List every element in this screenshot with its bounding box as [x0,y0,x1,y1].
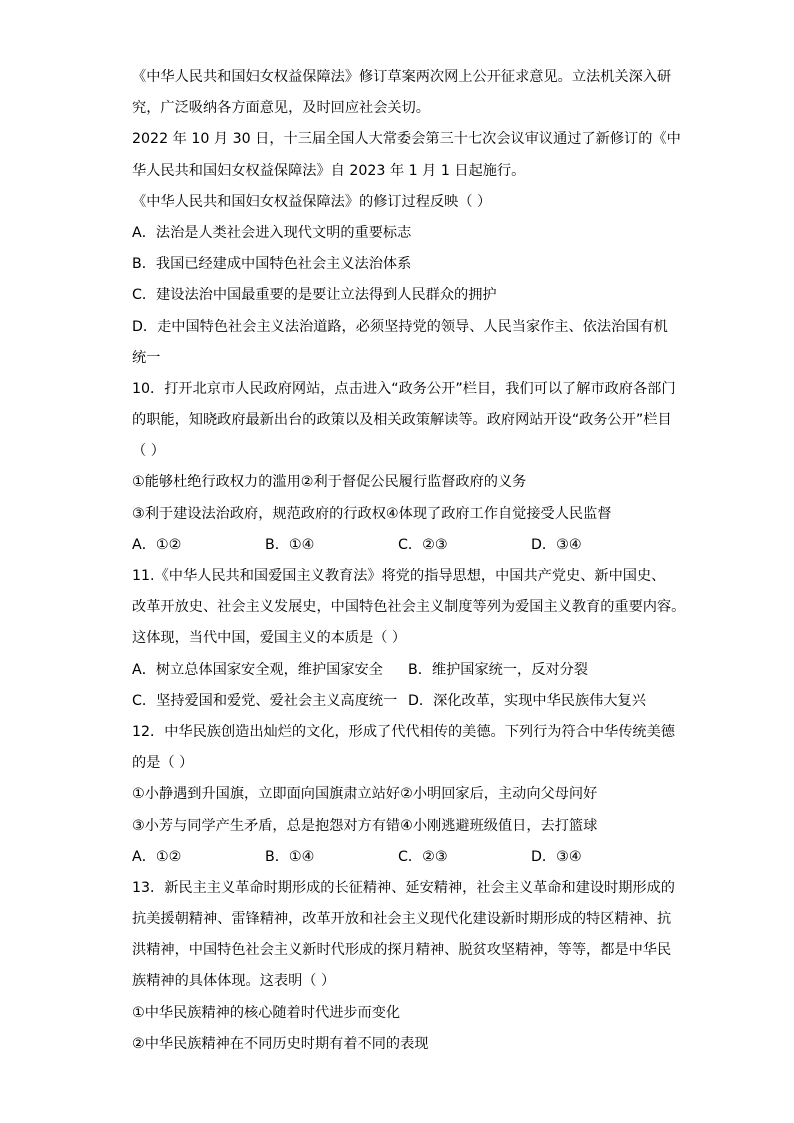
q12-option-b: B．①④ [265,848,315,865]
intro-line: 究，广泛吸纳各方面意见，及时回应社会关切。 [132,100,430,117]
q11-stem: 11.《中华人民共和国爱国主义教育法》将党的指导思想，中国共产党史、新中国史、 [132,568,666,584]
q11-options-row [132,686,664,717]
option-a: A．法治是人类社会进入现代文明的重要标志 [132,224,412,241]
intro-line: 华人民共和国妇女权益保障法》自 2023 年 1 月 1 日起施行。 [132,162,526,179]
q11-option-c: C．坚持爱国和爱党、爱社会主义高度统一 [132,692,398,709]
option-d-continued: 统一 [132,349,161,366]
q12-stem: 的是（ ） [132,755,194,772]
exam-page [132,62,686,1060]
q10-option-c: C．②③ [398,536,448,553]
q11-stem: 改革开放史、社会主义发展史，中国特色社会主义制度等列为爱国主义教育的重要内容。 [132,599,686,616]
q12-statement: ③小芳与同学产生矛盾，总是抱怨对方有错④小刚逃避班级值日，去打篮球 [132,817,598,834]
q10-stem: 的职能，知晓政府最新出台的政策以及相关政策解读等。政府网站开设“政务公开”栏目 [132,412,672,429]
q10-option-d: D．③④ [531,536,582,553]
q10-option-b: B．①④ [265,536,315,553]
q11-options-row [132,655,664,686]
q12-option-c: C．②③ [398,848,448,865]
q12-stem: 12．中华民族创造出灿烂的文化，形成了代代相传的美德。下列行为符合中华传统美德 [132,723,675,740]
intro-line: 2022 年 10 月 30 日，十三届全国人大常委会第三十七次会议审议通过了新修订的《中 [132,131,681,148]
q11-option-a: A．树立总体国家安全观，维护国家安全 [132,661,383,678]
option-c: C．建设法治中国最重要的是要让立法得到人民群众的拥护 [132,287,497,304]
option-b: B．我国已经建成中国特色社会主义法治体系 [132,256,412,273]
option-d: D．走中国特色社会主义法治道路，必须坚持党的领导、人民当家作主、依法治国有机 [132,318,668,335]
q13-statement: ①中华民族精神的核心随着时代进步而变化 [132,1004,401,1021]
q12-option-a: A．①② [132,848,182,865]
q13-statement: ②中华民族精神在不同历史时期有着不同的表现 [132,1035,429,1052]
q12-options [132,842,664,873]
q10-options [132,530,664,561]
q10-option-a: A．①② [132,536,182,553]
q12-statement: ①小静遇到升国旗，立即面向国旗肃立站好②小明回家后，主动向父母问好 [132,786,598,803]
intro-line: 《中华人民共和国妇女权益保障法》修订草案两次网上公开征求意见。立法机关深入研 [132,69,672,85]
q13-stem: 抗美援朝精神、雷锋精神，改革开放和社会主义现代化建设新时期形成的特区精神、抗 [132,911,672,928]
q10-statement: ③利于建设法治政府，规范政府的行政权④体现了政府工作自觉接受人民监督 [132,505,612,522]
q13-stem: 族精神的具体体现。这表明（ ） [132,973,336,990]
q13-stem: 13．新民主主义革命时期形成的长征精神、延安精神，社会主义革命和建设时期形成的 [132,879,675,896]
q13-stem: 洪精神，中国特色社会主义新时代形成的探月精神、脱贫攻坚精神，等等，都是中华民 [132,942,672,959]
q11-stem: 这体现，当代中国，爱国主义的本质是（ ） [132,630,407,647]
q12-option-d: D．③④ [531,848,582,865]
question-stem: 《中华人民共和国妇女权益保障法》的修订过程反映（ ） [132,193,492,210]
q10-statement: ①能够杜绝行政权力的滥用②利于督促公民履行监督政府的义务 [132,474,527,491]
q10-stem: （ ） [132,443,165,460]
q10-stem: 10．打开北京市人民政府网站，点击进入“政务公开”栏目，我们可以了解市政府各部门 [132,380,676,397]
q11-option-b: B．维护国家统一，反对分裂 [408,661,588,678]
q11-option-d: D．深化改革，实现中华民族伟大复兴 [408,692,646,709]
